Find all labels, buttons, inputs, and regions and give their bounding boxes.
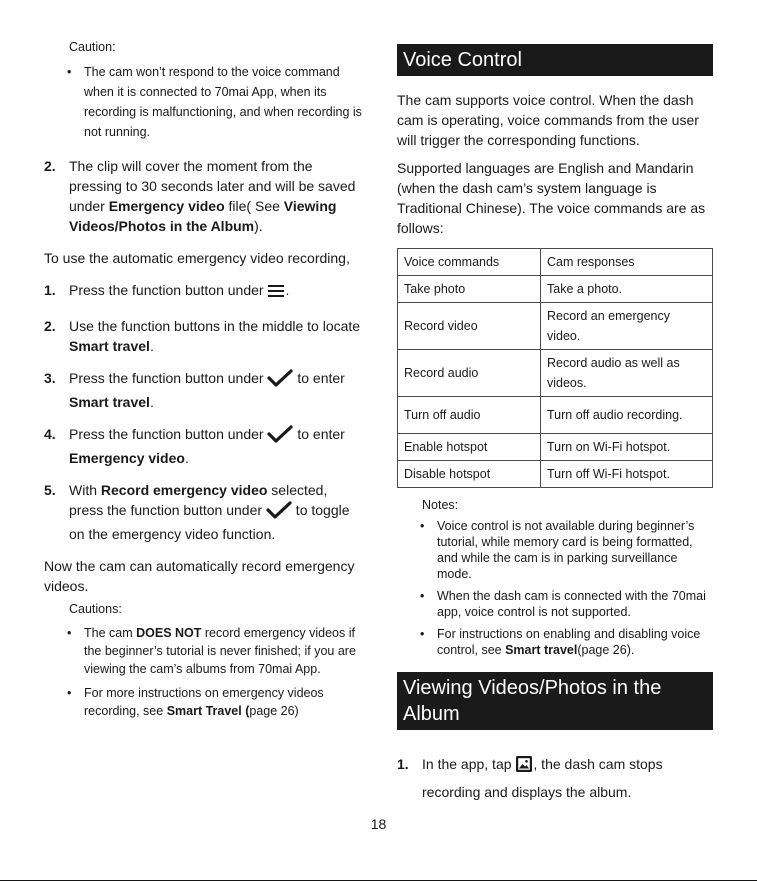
caution-bold: DOES NOT [136, 626, 202, 640]
caution-label: Caution: [69, 40, 116, 54]
languages-text: Supported languages are English and Mandarin (when the dash cam’s system language is Traditional Chinese). The voice commands are as follows: [397, 160, 706, 236]
table-header: Voice commands [398, 249, 541, 276]
step-text: to enter [293, 426, 345, 442]
auto-step-1 [44, 280, 364, 304]
step-text: The clip will cover the moment from the pressing to 30 seconds later and will be saved under [69, 158, 356, 214]
step-2-clip [44, 156, 364, 236]
step-text: Press the function button under [69, 370, 268, 386]
checkmark-icon [266, 501, 292, 524]
auto-step-5 [44, 480, 364, 544]
table-row [398, 434, 713, 461]
notes-label: Notes: [422, 498, 459, 512]
step-text: to enter [293, 370, 345, 386]
album-step-1 [397, 752, 713, 804]
step-number: 3. [44, 370, 56, 386]
page-number: 18 [370, 816, 387, 832]
caution-text: page 26) [249, 704, 299, 718]
note-text: (page 26). [577, 643, 635, 657]
bottom-rule [0, 880, 757, 881]
note-item [437, 518, 713, 582]
table-cell: Turn off Wi-Fi hotspot. [541, 461, 713, 488]
step-text: to toggle on the emergency video function. [69, 502, 350, 542]
step-text: In the app, tap [422, 756, 516, 772]
table-cell: Record video [398, 303, 541, 350]
note-text: For instructions on enabling and disabling voice control, see [437, 627, 701, 657]
step-text: . [285, 282, 290, 298]
step-text: Press the function button under [69, 426, 268, 442]
table-cell: Turn off audio [398, 397, 541, 434]
caution-item [84, 684, 364, 720]
caution-text: The cam [84, 626, 137, 640]
step-bold: Viewing Videos/Photos in the Album [69, 198, 337, 234]
step-text: file( See [224, 198, 284, 214]
table-row [398, 350, 713, 397]
step-bold: Smart travel [69, 338, 150, 354]
table-row [398, 276, 713, 303]
table-cell: Turn off audio recording. [541, 397, 713, 434]
note-bold: Smart travel [505, 643, 578, 657]
notes-list [397, 518, 713, 658]
step-text: ). [254, 218, 263, 234]
right-column [397, 44, 713, 816]
caution-list [44, 62, 364, 142]
cautions-list [44, 624, 364, 720]
caution-text: For more instructions on emergency videos recording, see [84, 686, 324, 718]
left-column [44, 40, 364, 726]
caution-item: • The cam won’t respond to the voice command when it is connected to 70mai App, when its recording is malfunctioning, and when recording is not running. [84, 62, 364, 142]
step-number: 2. [44, 318, 56, 334]
auto-step-4 [44, 424, 364, 468]
voice-control-title: Voice Control [397, 44, 713, 76]
step-text: . [149, 394, 154, 410]
auto-step-3 [44, 368, 364, 412]
gallery-icon [515, 755, 533, 780]
table-row [398, 397, 713, 434]
step-number: 1. [397, 756, 409, 772]
auto-intro: To use the automatic emergency video recording, [44, 250, 350, 266]
step-number: 2. [44, 158, 56, 174]
step-text: Use the function buttons in the middle to locate [69, 318, 361, 334]
note-text: When the dash cam is connected with the 70mai app, voice control is not supported. [437, 589, 706, 619]
step-bold: Smart travel [69, 394, 150, 410]
table-cell: Record an emergency video. [541, 303, 713, 350]
caution-text: record emergency videos if the beginner’s tutorial is never finished; if you are viewing the cam’s albums from 70mai App. [84, 626, 356, 676]
voice-intro: The cam supports voice control. When the dash cam is operating, voice commands from the user will trigger the corresponding functions. [397, 92, 699, 148]
table-row [398, 461, 713, 488]
step-text: selected, press the function button under [69, 482, 328, 518]
table-header-row [398, 249, 713, 276]
caution-item [84, 624, 364, 678]
step-text: . [149, 338, 154, 354]
note-text: Voice control is not available during beginner’s tutorial, while memory card is being formatted, and while the cam is in parking surveillance mode. [437, 519, 695, 581]
step-number: 4. [44, 426, 56, 442]
cautions-label: Cautions: [69, 602, 122, 616]
step-text: , the dash cam stops recording and displays the album. [422, 756, 663, 800]
step-bold: Emergency video [69, 450, 185, 466]
checkmark-icon [267, 425, 293, 448]
auto-step-2 [44, 316, 364, 356]
step-bold: Record emergency video [100, 482, 268, 498]
menu-icon [267, 283, 285, 304]
table-cell: Disable hotspot [398, 461, 541, 488]
table-cell: Turn on Wi-Fi hotspot. [541, 434, 713, 461]
step-number: 1. [44, 282, 56, 298]
album-title: Viewing Videos/Photos in the Album [397, 672, 713, 730]
caution-bold: Smart Travel ( [166, 704, 250, 718]
note-item [437, 588, 713, 620]
voice-commands-table [397, 248, 713, 488]
table-cell: Take a photo. [541, 276, 713, 303]
step-bold: Emergency video [108, 198, 225, 214]
step-text: With [69, 482, 101, 498]
step-text: . [184, 450, 189, 466]
step-number: 5. [44, 482, 56, 498]
note-item [437, 626, 713, 658]
table-cell: Take photo [398, 276, 541, 303]
checkmark-icon [267, 369, 293, 392]
now-text: Now the cam can automatically record emergency videos. [44, 558, 355, 594]
table-cell: Record audio as well as videos. [541, 350, 713, 397]
table-header: Cam responses [541, 249, 713, 276]
table-row [398, 303, 713, 350]
step-text: Press the function button under [69, 282, 268, 298]
table-cell: Enable hotspot [398, 434, 541, 461]
table-cell: Record audio [398, 350, 541, 397]
